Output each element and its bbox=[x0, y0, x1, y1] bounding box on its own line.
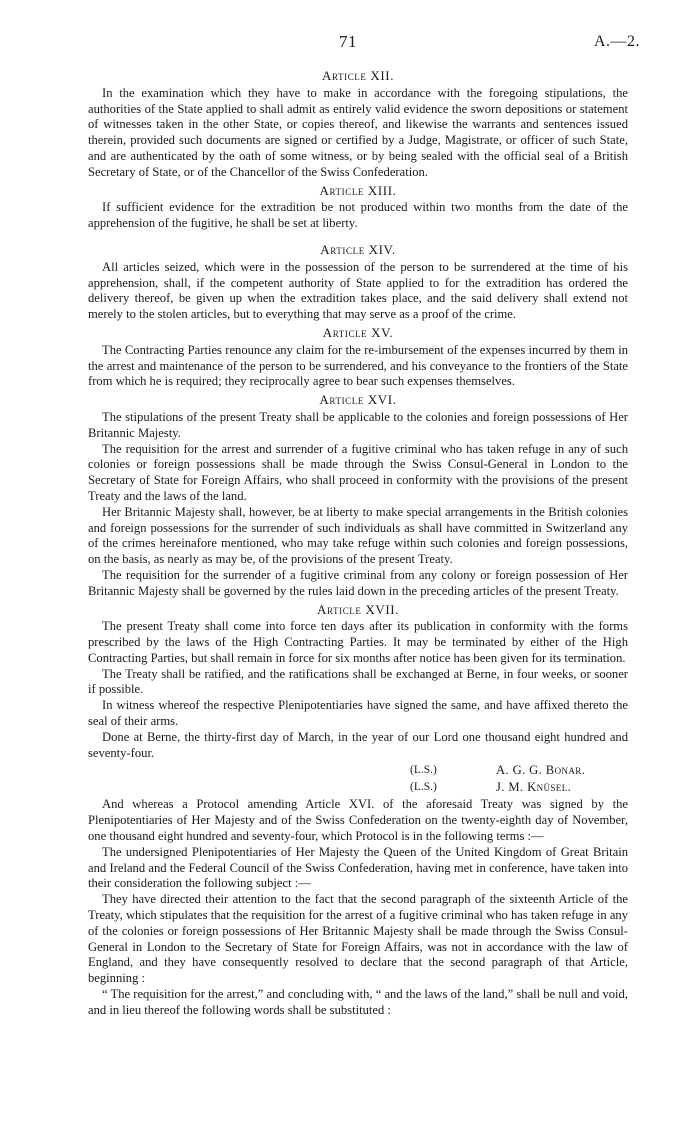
article-17-paragraph-2: The Treaty shall be ratified, and the ratifications shall be exchanged at Berne, in four weeks, or sooner if possible. bbox=[88, 666, 628, 697]
article-13-paragraph: If sufficient evidence for the extradition be not produced within two months from the date of the apprehension of the fugitive, he shall be set at liberty. bbox=[88, 200, 628, 231]
seal-mark: (L.S.) bbox=[410, 781, 437, 794]
protocol-paragraph-3: They have directed their attention to the fact that the second paragraph of the sixteenth Article of the Treaty, which stipulates that the requisition for the arrest of a fugitive criminal who has taken refuge in any of the colonies or foreign possessions of Her Britannic Majesty shall be made through the Swiss Consul-General in London to the Secretary of State for Foreign Affairs, was not in accordance with the law of England, and they have consequently resolved to declare that the second paragraph of that Article, beginning : bbox=[88, 892, 628, 986]
article-14-heading: Article XIV. bbox=[320, 241, 396, 257]
signatory-name: J. M. Knüsel. bbox=[496, 780, 572, 795]
article-16-paragraph-4: The requisition for the surrender of a fugitive criminal from any colony or foreign possession of Her Britannic Majesty shall be governed by the rules laid down in the preceding articles of the present Treaty. bbox=[88, 567, 628, 598]
article-13-heading: Article XIII. bbox=[319, 182, 397, 198]
signature-row bbox=[410, 780, 630, 797]
article-17-paragraph-4: Done at Berne, the thirty-first day of March, in the year of our Lord one thousand eight hundred and seventy-four. bbox=[88, 729, 628, 760]
seal-mark: (L.S.) bbox=[410, 764, 437, 777]
article-16-paragraph-1: The stipulations of the present Treaty shall be applicable to the colonies and foreign possessions of Her Britannic Majesty. bbox=[88, 409, 628, 440]
article-15-paragraph: The Contracting Parties renounce any claim for the re-imbursement of the expenses incurred by them in the arrest and maintenance of the person to be surrendered, and his conveyance to the frontiers of the State from which he is required; they reciprocally agree to bear such expenses themselves. bbox=[88, 342, 628, 389]
article-14-paragraph: All articles seized, which were in the possession of the person to be surrendered at the time of his apprehension, shall, if the competent authority of State applied to for the extradition has ordered the delivery thereof, be given up when the extradition takes place, and the said delivery shall extend not merely to the stolen articles, but to everything that may serve as a proof of the crime. bbox=[88, 259, 628, 322]
article-17-paragraph-1: The present Treaty shall come into force ten days after its publication in conformity with the forms prescribed by the laws of the High Contracting Parties. It may be terminated by either of the High Contracting Parties, but shall remain in force for six months after notice has been given for its termination. bbox=[88, 619, 628, 665]
article-12-paragraph: In the examination which they have to make in accordance with the foregoing stipulations, the authorities of the State applied to shall admit as entirely valid evidence the sworn depositions or statement of witnesses taken in the other State, or copies thereof, and likewise the warrants and sentences issued therein, provided such documents are signed or certified by a Judge, Magistrate, or officer of such State, and are authenticated by the oath of some witness, or by being sealed with the official seal of a British Secretary of State, or of the Chancellor of the Swiss Confederation. bbox=[88, 85, 628, 179]
signature-row bbox=[410, 763, 630, 780]
signatory-name: A. G. G. Bonar. bbox=[496, 763, 586, 778]
article-16-heading: Article XVI. bbox=[319, 392, 397, 408]
article-16-paragraph-3: Her Britannic Majesty shall, however, be at liberty to make special arrangements in the British colonies and foreign possessions for the surrender of such individuals as shall have committed in Switzerland any of the crimes hereinafore mentioned, who may take refuge within such colonies and foreign possessions, on the basis, as nearly as may be, of the provisions of the present Treaty. bbox=[88, 504, 628, 567]
article-15-heading: Article XV. bbox=[322, 324, 394, 340]
page-header bbox=[0, 34, 700, 56]
page-number: 71 bbox=[339, 32, 357, 51]
article-16-paragraph-2: The requisition for the arrest and surrender of a fugitive criminal who has taken refuge in any of such colonies or foreign possessions shall be made through the Swiss Consul-General in London to the Secretary of State for Foreign Affairs, who shall proceed in conformity with the provisions of the present Treaty and the laws of the land. bbox=[88, 441, 628, 503]
protocol-paragraph-4: “ The requisition for the arrest,” and concluding with, “ and the laws of the land,” shall be null and void, and in lieu thereof the following words shall be substituted : bbox=[88, 987, 628, 1017]
signature-block bbox=[88, 763, 628, 797]
article-12-heading: Article XII. bbox=[321, 68, 395, 83]
article-17-paragraph-3: In witness whereof the respective Plenipotentiaries have signed the same, and have affixed thereto the seal of their arms. bbox=[88, 698, 628, 729]
document-body bbox=[88, 66, 628, 1019]
page-reference: A.—2. bbox=[594, 33, 641, 50]
protocol-paragraph-2: The undersigned Plenipotentiaries of Her Majesty the Queen of the United Kingdom of Great Britain and Ireland and the Federal Council of the Swiss Confederation, having met in conference, have taken into their consideration the following subject :— bbox=[88, 844, 628, 891]
article-17-heading: Article XVII. bbox=[316, 601, 400, 617]
protocol-paragraph-1: And whereas a Protocol amending Article XVI. of the aforesaid Treaty was signed by the Plenipotentiaries of Her Majesty and of the Swiss Confederation on the twenty-eighth day of November, one thousand eight hundred and seventy-four, which Protocol is in the following terms :— bbox=[88, 797, 628, 844]
